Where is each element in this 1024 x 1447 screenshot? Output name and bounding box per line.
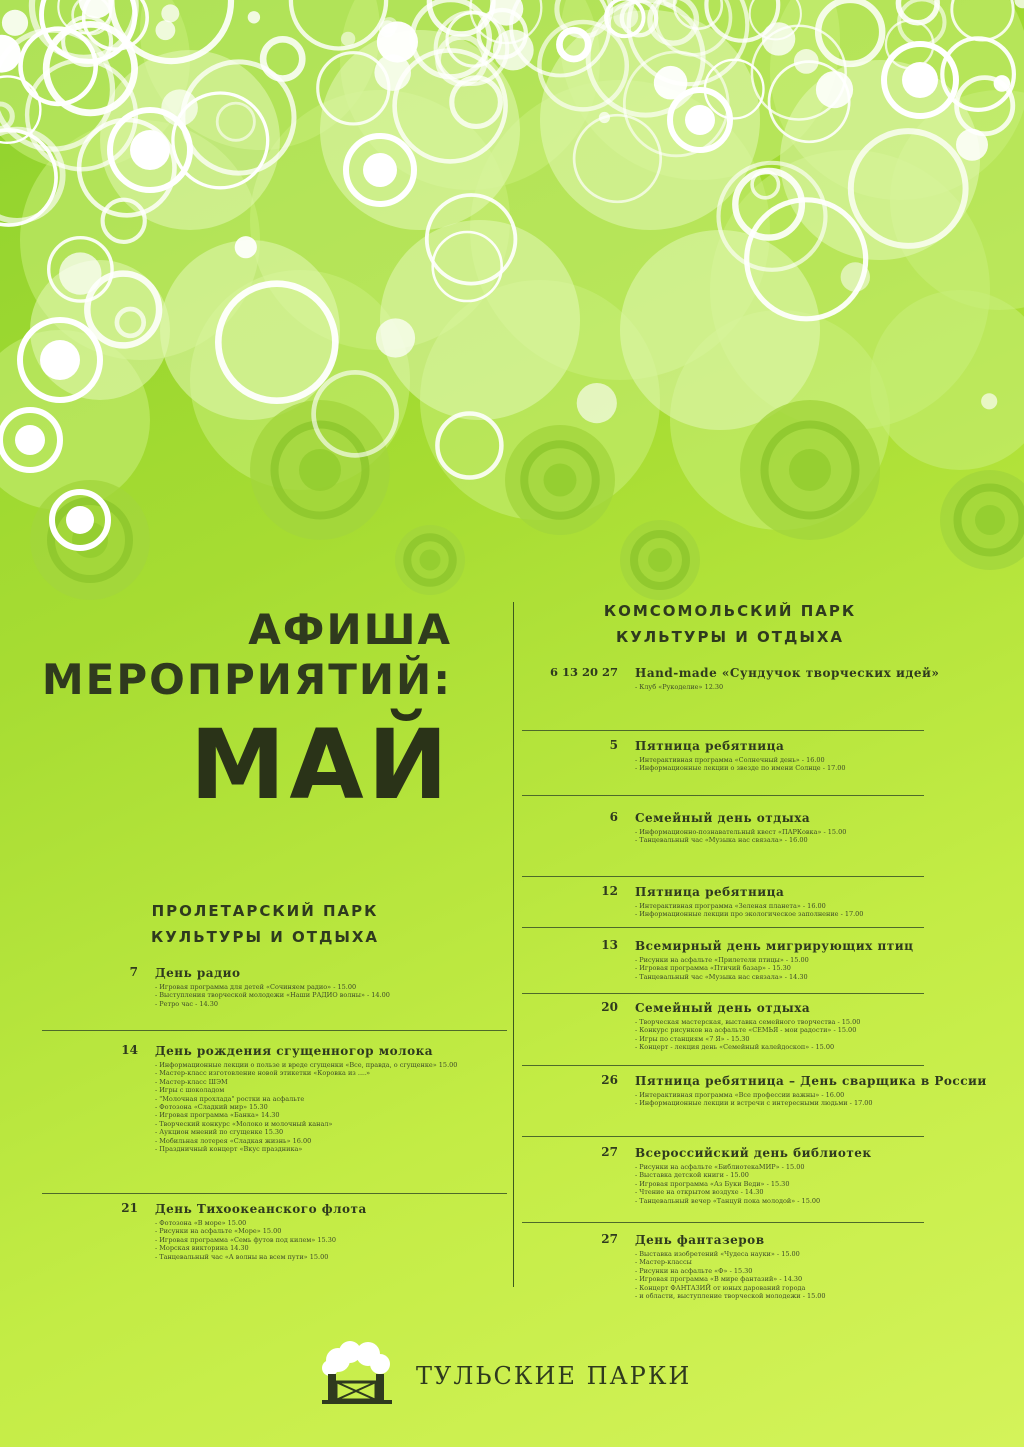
event-detail-line: - Игровая программа «Семь футов под килем» 15.30 [155,1235,337,1244]
event-title: Пятница ребятница [635,885,785,899]
event-detail-line: - Мастер-класс ШЭМ [155,1077,228,1086]
event-detail-line: - Игры с шоколадом [155,1086,225,1095]
event-title: День фантазеров [635,1233,765,1247]
event-detail-line: - Информационные лекции о пользе и вреде сгущенки «Все, правда, о сгущенке» 15.00 [155,1061,458,1069]
event-date: 20 [601,1000,618,1014]
column-divider [513,602,514,1287]
event-detail-line: - Танцевальный час «А волны на всем пути» 15.00 [155,1252,329,1261]
proletarsky-title-line1: ПРОЛЕТАРСКИЙ ПАРК [151,902,379,920]
event-detail-line: - Конкурс рисунков на асфальте «СЕМЬЯ - мои радости» - 15.00 [635,1026,857,1035]
event-separator [522,927,924,928]
event-detail-line: - Клуб «Рукоделие» 12.30 [635,683,724,691]
event-detail-line: - Игровая программа «Банка» 14.30 [155,1111,280,1120]
event-detail-line: - Мастер-класс изготовление новой этикетки «Коровка из ....» [155,1069,371,1078]
park-gate-icon [318,1338,398,1408]
event-separator [42,1030,507,1031]
title-line-afisha: АФИША [248,605,452,654]
event-details [635,1091,987,1108]
event-date: 6 [609,810,618,824]
event-detail-line: - Концерт ФАНТАЗИЙ от юных дарований города [635,1283,806,1292]
event-details [635,683,939,691]
event-details [155,1061,457,1153]
event-date: 12 [601,884,618,898]
proletarsky-title-line2: КУЛЬТУРЫ И ОТДЫХА [150,928,380,946]
event-detail-line: - Выступления творческой молодежи «Наши РАДИО волны» - 14.00 [155,991,390,1000]
event-title: Пятница ребятница [635,739,785,753]
event-title: Всероссийский день библиотек [635,1146,872,1160]
event-date: 26 [601,1073,618,1087]
event-detail-line: - Чтение на открытом воздухе - 14.30 [635,1188,764,1197]
event-detail-line: - Танцевальный час «Музыка нас связала» - 14.30 [635,972,808,981]
event-detail-line: - Фотозона «Сладкий мир» 15.30 [155,1103,268,1112]
event-title: День радио [155,966,241,980]
event-details [635,756,846,773]
event-separator [522,730,924,731]
event-detail-line: - Игровая программа «Птичий базар» - 15.30 [635,964,791,973]
event-separator [42,1193,507,1194]
decorative-circles [0,0,1024,620]
event-separator [522,1065,924,1066]
tula-parks-logo [318,1338,718,1408]
event-detail-line: - Интерактивная программа «Зеленая планета» - 16.00 [635,902,826,910]
event-title: День Тихоокеанского флота [155,1202,367,1216]
event-detail-line: - "Молочная прохлада" ростки на асфальте [155,1094,305,1103]
event-detail-line: - Мастер-классы [635,1258,692,1267]
event-detail-line: - Рисунки на асфальте «Прилетели птицы» - 15.00 [635,956,809,964]
event-detail-line: - Выставка изобретений «Чудеса науки» - 15.00 [635,1250,800,1258]
event-detail-line: - Интерактивная программа «Все профессии важны» - 16.00 [635,1091,845,1099]
event-date: 14 [121,1043,138,1057]
event-details [635,956,913,981]
event-details [635,1163,872,1205]
event-detail-line: - Рисунки на асфальте «Море» 15.00 [155,1227,282,1236]
event-detail-line: - Творческий конкурс «Молоко и молочный канал» [155,1119,333,1128]
event-detail-line: - Ретро час - 14.30 [155,999,218,1008]
event-detail-line: - Игровая программа «Аз Буки Веди» - 15.30 [635,1179,790,1188]
title-month: МАЙ [189,709,452,821]
event-detail-line: - Игровая программа для детей «Сочиняем радио» - 15.00 [155,983,357,991]
title-line-events: МЕРОПРИЯТИЙ: [41,655,452,704]
event-separator [522,1136,924,1137]
event-title: Всемирный день мигрирующих птиц [635,939,914,953]
event-details [635,1250,826,1300]
event-detail-line: - Информационные лекции и встречи с интересными людьми - 17.00 [635,1099,873,1108]
event-detail-line: - Морская викторина 14.30 [155,1244,249,1253]
event-detail-line: - Творческая мастерская, выставка семейного творчества - 15.00 [635,1018,861,1026]
event-detail-line: - Рисунки на асфальте «Ф» - 15.30 [635,1266,753,1275]
event-detail-line: - Концерт - лекция день «Семейный калейдоскоп» - 15.00 [635,1043,835,1052]
event-title: Пятница ребятница – День сварщика в России [635,1074,987,1088]
poster-title [40,605,452,821]
event-detail-line: - Информационные лекции про экологическое заполнение - 17.00 [635,910,864,919]
event-separator [522,795,924,796]
event-title: Семейный день отдыха [635,1001,811,1015]
event-date: 27 [601,1145,618,1159]
event-details [635,902,863,919]
event-details [155,983,390,1008]
event-detail-line: - Информационные лекции о звезде по имени Солнце - 17.00 [635,764,846,773]
event-details [635,1018,860,1052]
komsomolsky-park-title [580,598,880,650]
event-title: День рождения сгущенногор молока [155,1044,434,1058]
event-date: 21 [121,1201,138,1215]
event-separator [522,1222,924,1223]
event-title: Семейный день отдыха [635,811,811,825]
event-detail-line: - Мобильная лотерея «Сладкая жизнь» 16.00 [155,1136,312,1145]
event-detail-line: - Танцевальный час «Музыка нас связала» - 16.00 [635,836,808,845]
event-date: 6 13 20 27 [549,665,618,679]
event-separator [522,993,924,994]
event-detail-line: - Фотозона «В море» 15.00 [155,1219,247,1227]
event-date: 13 [601,938,618,952]
event-separator [522,876,924,877]
event-details [635,828,846,845]
event-detail-line: - Аукцион мнений по сгущенке 15.30 [155,1128,284,1137]
event-date: 7 [129,965,138,979]
event-title: Hand-made «Сундучок творческих идей» [635,666,940,680]
komsomolsky-title-line2: КУЛЬТУРЫ И ОТДЫХА [615,628,845,646]
event-detail-line: - Танцевальный вечер «Танцуй пока молодой» - 15.00 [635,1196,821,1205]
event-date: 27 [601,1232,618,1246]
event-detail-line: - Рисунки на асфальте «БиблиотекаМИР» - 15.00 [635,1163,805,1171]
komsomolsky-title-line1: КОМСОМОЛЬСКИЙ ПАРК [603,602,857,620]
event-date: 5 [609,738,618,752]
event-detail-line: - и области, выступление творческой молодежи - 15.00 [635,1292,826,1301]
event-detail-line: - Игры по станциям «7 Я» - 15.30 [635,1034,750,1043]
proletarsky-park-title [120,898,410,950]
event-detail-line: - Игровая программа «В мире фантазий» - 14.30 [635,1275,803,1284]
event-detail-line: - Информационно-познавательный квест «ПАРКовка» - 15.00 [635,828,847,836]
event-detail-line: - Выставка детской книги - 15.00 [635,1171,749,1180]
event-detail-line: - Интерактивная программа «Солнечный день» - 16.00 [635,756,825,764]
event-details [155,1219,367,1261]
event-detail-line: - Праздничный концерт «Вкус праздника» [155,1145,303,1154]
brand-name: ТУЛЬСКИЕ ПАРКИ [416,1362,692,1390]
